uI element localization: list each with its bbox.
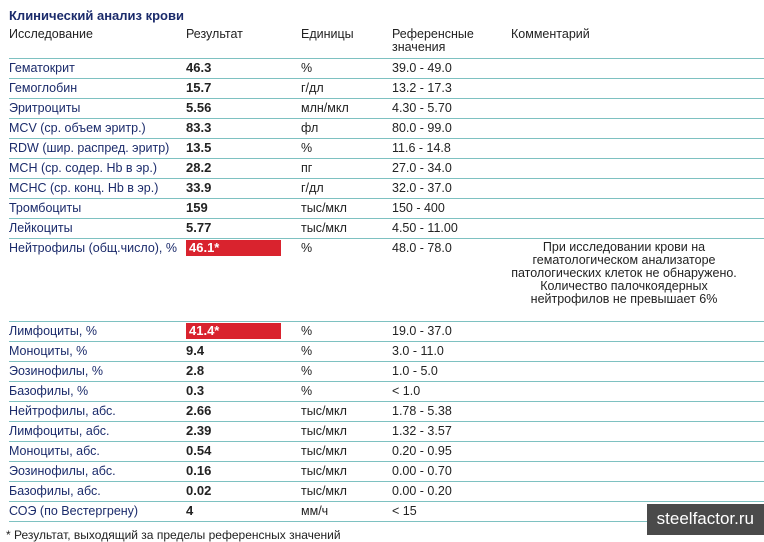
comment-text: При исследовании крови на гематологическом анализаторе патологических клеток не обнаружено. Количество палочкоядерных нейтрофилов не превышает 6% bbox=[511, 240, 737, 306]
units-value: г/дл bbox=[301, 81, 324, 95]
result-value: 46.3 bbox=[186, 60, 212, 75]
result-value: 159 bbox=[186, 200, 208, 215]
units-value: тыс/мкл bbox=[301, 404, 347, 418]
test-name: MCV (ср. объем эритр.) bbox=[9, 121, 146, 135]
test-name: MCHC (ср. конц. Hb в эр.) bbox=[9, 181, 159, 195]
test-name: Эозинофилы, % bbox=[9, 364, 103, 378]
result-value: 5.77 bbox=[186, 220, 212, 235]
units-value: % bbox=[301, 384, 313, 398]
result-value: 0.16 bbox=[186, 463, 212, 478]
reference-range: 150 - 400 bbox=[392, 201, 445, 215]
result-value: 9.4 bbox=[186, 343, 205, 358]
result-value: 13.5 bbox=[186, 140, 212, 155]
table-row bbox=[9, 481, 764, 501]
units-value: % bbox=[301, 61, 313, 75]
test-name: Нейтрофилы (общ.число), % bbox=[9, 241, 177, 255]
test-name: Гемоглобин bbox=[9, 81, 78, 95]
table-header bbox=[0, 28, 764, 58]
table-row bbox=[9, 421, 764, 441]
footnote: * Результат, выходящий за пределы референсных значений bbox=[6, 528, 341, 542]
test-name: Нейтрофилы, абс. bbox=[9, 404, 116, 418]
result-value-flagged: 41.4* bbox=[186, 323, 281, 339]
table-row bbox=[9, 238, 764, 321]
column-header-test: Исследование bbox=[9, 27, 93, 41]
result-value: 2.66 bbox=[186, 403, 212, 418]
test-name: Базофилы, абс. bbox=[9, 484, 101, 498]
reference-range: 0.20 - 0.95 bbox=[392, 444, 452, 458]
reference-range: < 1.0 bbox=[392, 384, 421, 398]
result-value: 15.7 bbox=[186, 80, 212, 95]
units-value: % bbox=[301, 141, 313, 155]
reference-range: 39.0 - 49.0 bbox=[392, 61, 452, 75]
test-name: RDW (шир. распред. эритр) bbox=[9, 141, 170, 155]
reference-range: 48.0 - 78.0 bbox=[392, 241, 452, 255]
reference-range: 0.00 - 0.20 bbox=[392, 484, 452, 498]
result-value: 28.2 bbox=[186, 160, 212, 175]
result-value: 0.3 bbox=[186, 383, 205, 398]
reference-range: 1.0 - 5.0 bbox=[392, 364, 438, 378]
reference-range: 4.30 - 5.70 bbox=[392, 101, 452, 115]
units-value: тыс/мкл bbox=[301, 424, 347, 438]
reference-range: 1.78 - 5.38 bbox=[392, 404, 452, 418]
units-value: млн/мкл bbox=[301, 101, 349, 115]
reference-range: 1.32 - 3.57 bbox=[392, 424, 452, 438]
test-name: MCH (ср. содер. Hb в эр.) bbox=[9, 161, 157, 175]
reference-range: 0.00 - 0.70 bbox=[392, 464, 452, 478]
reference-range: 27.0 - 34.0 bbox=[392, 161, 452, 175]
result-value: 83.3 bbox=[186, 120, 212, 135]
table-row bbox=[9, 158, 764, 178]
table-row bbox=[9, 198, 764, 218]
table-row bbox=[9, 401, 764, 421]
test-name: Гематокрит bbox=[9, 61, 75, 75]
reference-range: 13.2 - 17.3 bbox=[392, 81, 452, 95]
reference-range: 80.0 - 99.0 bbox=[392, 121, 452, 135]
table-row bbox=[9, 118, 764, 138]
units-value: тыс/мкл bbox=[301, 484, 347, 498]
table-row bbox=[9, 461, 764, 481]
watermark: steelfactor.ru bbox=[647, 504, 764, 535]
test-name: Лимфоциты, % bbox=[9, 324, 97, 338]
result-value: 5.56 bbox=[186, 100, 212, 115]
units-value: % bbox=[301, 344, 313, 358]
result-value: 2.39 bbox=[186, 423, 212, 438]
column-header-reference: Референсные значения bbox=[392, 27, 474, 54]
table-row bbox=[9, 138, 764, 158]
test-name: Эритроциты bbox=[9, 101, 81, 115]
result-value: 33.9 bbox=[186, 180, 212, 195]
reference-range: 19.0 - 37.0 bbox=[392, 324, 452, 338]
test-name: Моноциты, абс. bbox=[9, 444, 100, 458]
reference-range: 3.0 - 11.0 bbox=[392, 344, 444, 358]
result-value: 2.8 bbox=[186, 363, 205, 378]
table-row bbox=[9, 218, 764, 238]
table-row bbox=[9, 178, 764, 198]
test-name: Эозинофилы, абс. bbox=[9, 464, 116, 478]
test-name: Базофилы, % bbox=[9, 384, 89, 398]
result-value: 0.54 bbox=[186, 443, 212, 458]
table-row bbox=[9, 381, 764, 401]
result-value: 0.02 bbox=[186, 483, 212, 498]
reference-range: 4.50 - 11.00 bbox=[392, 221, 458, 235]
units-value: % bbox=[301, 241, 313, 255]
reference-range: < 15 bbox=[392, 504, 417, 518]
table-row bbox=[9, 58, 764, 78]
test-name: Лейкоциты bbox=[9, 221, 73, 235]
report-title: Клинический анализ крови bbox=[9, 8, 184, 23]
units-value: % bbox=[301, 324, 313, 338]
units-value: % bbox=[301, 364, 313, 378]
reference-range: 11.6 - 14.8 bbox=[392, 141, 451, 155]
table-row bbox=[9, 341, 764, 361]
units-value: тыс/мкл bbox=[301, 201, 347, 215]
result-value-flagged: 46.1* bbox=[186, 240, 281, 256]
units-value: тыс/мкл bbox=[301, 464, 347, 478]
test-name: СОЭ (по Вестергрену) bbox=[9, 504, 139, 518]
result-value: 4 bbox=[186, 503, 194, 518]
table-row bbox=[9, 441, 764, 461]
units-value: г/дл bbox=[301, 181, 324, 195]
reference-range: 32.0 - 37.0 bbox=[392, 181, 452, 195]
test-name: Тромбоциты bbox=[9, 201, 82, 215]
units-value: пг bbox=[301, 161, 313, 175]
column-header-comment: Комментарий bbox=[511, 27, 590, 41]
units-value: фл bbox=[301, 121, 319, 135]
results-table bbox=[9, 58, 764, 522]
table-row bbox=[9, 361, 764, 381]
table-row bbox=[9, 78, 764, 98]
table-row bbox=[9, 98, 764, 118]
units-value: тыс/мкл bbox=[301, 444, 347, 458]
units-value: мм/ч bbox=[301, 504, 329, 518]
table-row bbox=[9, 321, 764, 341]
column-header-units: Единицы bbox=[301, 27, 354, 41]
test-name: Моноциты, % bbox=[9, 344, 88, 358]
units-value: тыс/мкл bbox=[301, 221, 347, 235]
test-name: Лимфоциты, абс. bbox=[9, 424, 110, 438]
column-header-result: Результат bbox=[186, 27, 243, 41]
